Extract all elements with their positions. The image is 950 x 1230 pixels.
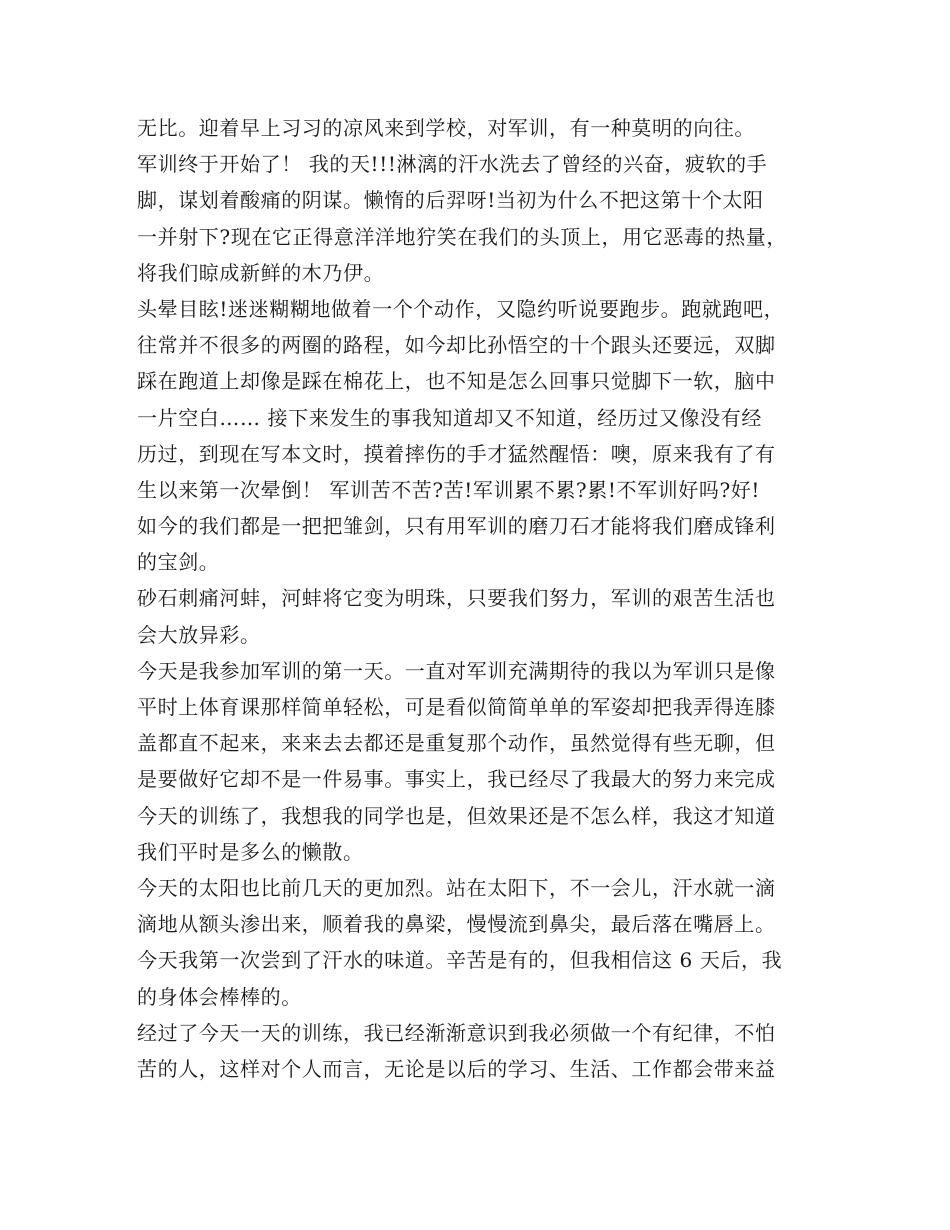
- text-line: 无比。迎着早上习习的凉风来到学校，对军训，有一种莫明的向往。: [137, 116, 755, 140]
- text-line: 一并射下?现在它正得意洋洋地狞笑在我们的头顶上，用它恶毒的热量，: [137, 224, 787, 249]
- text-line: 头晕目眩!迷迷糊糊地做着一个个动作，又隐约听说要跑步。跑就跑吧，: [137, 296, 785, 321]
- document-body: [137, 110, 817, 1087]
- text-line: 的身体会棒棒的。: [137, 984, 302, 1009]
- text-line: 经过了今天一天的训练，我已经渐渐意识到我必须做一个有纪律，不怕: [137, 1020, 776, 1045]
- text-line: 历过，到现在写本文时，摸着摔伤的手才猛然醒悟：噢，原来我有了有: [137, 441, 776, 466]
- text-line: 军训终于开始了！ 我的天!!!淋漓的汗水洗去了曾经的兴奋，疲软的手: [137, 152, 768, 177]
- text-line: 今天我第一次尝到了汗水的味道。辛苦是有的，但我相信这 6 天后，我: [137, 948, 783, 973]
- text-line: 是要做好它却不是一件易事。事实上，我已经尽了我最大的努力来完成: [137, 767, 776, 792]
- text-line: 如今的我们都是一把把雏剑，只有用军训的磨刀石才能将我们磨成锋利: [137, 514, 776, 539]
- text-line: 今天的太阳也比前几天的更加烈。站在太阳下，不一会儿，汗水就一滴: [137, 875, 776, 900]
- text-line: 今天是我参加军训的第一天。一直对军训充满期待的我以为军训只是像: [137, 658, 776, 683]
- text-line: 踩在跑道上却像是踩在棉花上，也不知是怎么回事只觉脚下一软，脑中: [137, 369, 776, 394]
- text-line: 往常并不很多的两圈的路程，如今却比孙悟空的十个跟头还要远，双脚: [137, 333, 776, 358]
- text-line: 一片空白…… 接下来发生的事我知道却又不知道，经历过又像没有经: [137, 405, 762, 430]
- text-line: 盖都直不起来，来来去去都还是重复那个动作，虽然觉得有些无聊，但: [137, 731, 776, 756]
- text-line: 苦的人，这样对个人而言，无论是以后的学习、生活、工作都会带来益: [137, 1056, 776, 1081]
- text-line: 砂石刺痛河蚌，河蚌将它变为明珠，只要我们努力，军训的艰苦生活也: [137, 586, 776, 611]
- text-line: 的宝剑。: [137, 550, 220, 575]
- text-line: 我们平时是多么的懒散。: [137, 839, 364, 864]
- text-line: 会大放异彩。: [137, 622, 261, 647]
- text-line: 今天的训练了，我想我的同学也是，但效果还是不怎么样，我这才知道: [137, 803, 776, 828]
- text-line: 脚，谋划着酸痛的阴谋。懒惰的后羿呀!当初为什么不把这第十个太阳: [137, 188, 764, 213]
- text-line: 滴地从额头渗出来，顺着我的鼻梁，慢慢流到鼻尖，最后落在嘴唇上。: [137, 912, 776, 937]
- text-line: 将我们晾成新鲜的木乃伊。: [137, 260, 385, 285]
- text-line: 平时上体育课那样简单轻松，可是看似简简单单的军姿却把我弄得连膝: [137, 695, 776, 719]
- text-line: 生以来第一次晕倒！ 军训苦不苦?苦!军训累不累?累!不军训好吗?好!: [137, 477, 761, 502]
